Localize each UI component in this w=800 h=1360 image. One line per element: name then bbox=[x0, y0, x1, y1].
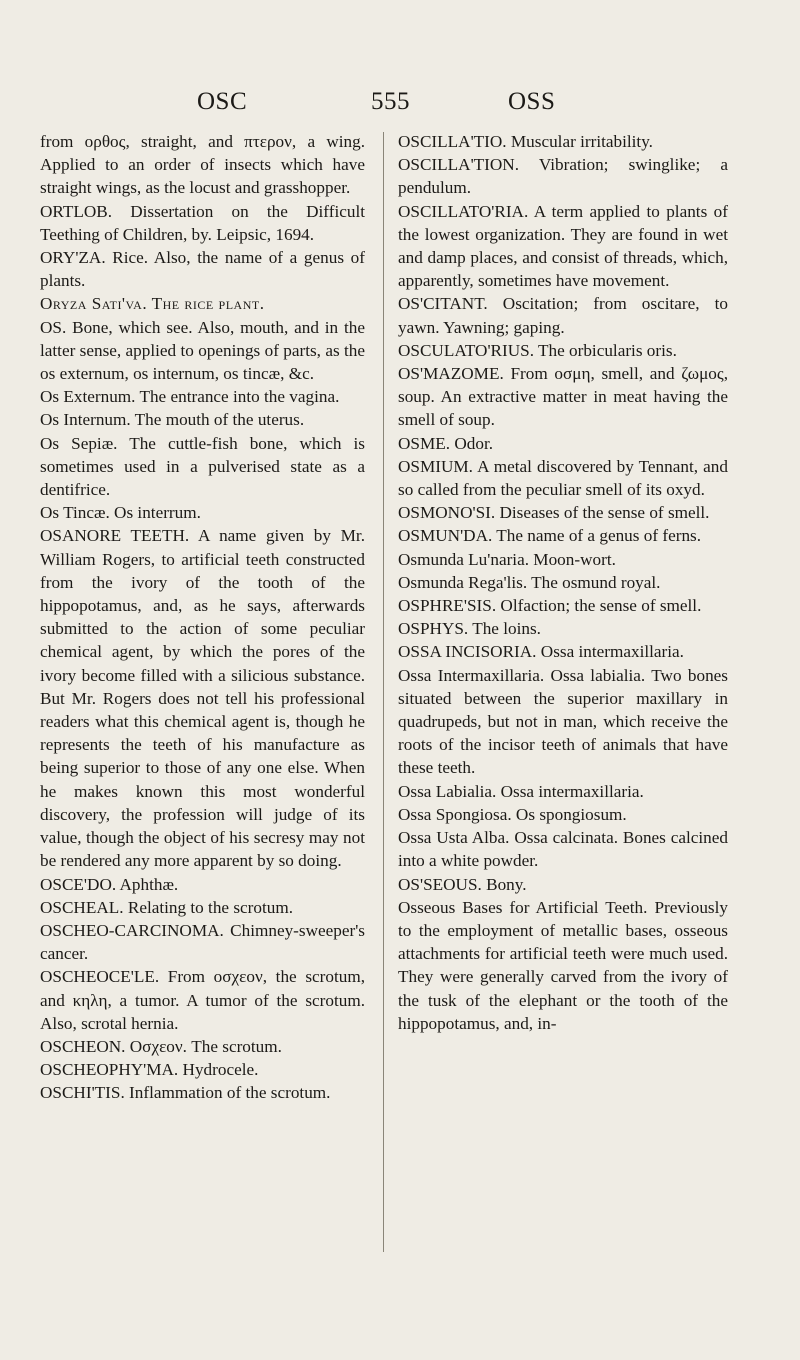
page-number: 555 bbox=[371, 88, 410, 115]
entry: OSCHI'TIS. Inflammation of the scrotum. bbox=[40, 1083, 331, 1103]
entry: OSSA INCISORIA. Ossa intermaxillaria. bbox=[398, 642, 684, 662]
entry: Osmunda Lu'naria. Moon-wort. bbox=[398, 549, 616, 569]
entry: OSCHEOCE'LE. From οσχεον, the scrotum, and κηλη, a tumor. A tumor of the scrotum. Also, scrotal hernia. bbox=[40, 967, 365, 1033]
entry: OSCILLA'TIO. Muscular irritability. bbox=[398, 132, 653, 151]
entry: Osmunda Rega'lis. The osmund royal. bbox=[398, 572, 661, 592]
entry: Os Externum. The entrance into the vagina. bbox=[40, 387, 340, 407]
entry: OSMUN'DA. The name of a genus of ferns. bbox=[398, 526, 702, 546]
entry: OSMONO'SI. Diseases of the sense of smell. bbox=[398, 503, 710, 523]
right-column bbox=[398, 130, 728, 1035]
entry: OSCHEAL. Relating to the scrotum. bbox=[40, 897, 294, 917]
entry: Ossa Usta Alba. Ossa calcinata. Bones calcined into a white powder. bbox=[398, 828, 728, 871]
entry: OSCE'DO. Aphthæ. bbox=[40, 874, 179, 894]
entry: OSPHYS. The loins. bbox=[398, 619, 541, 639]
entry: Oryza Sati'va. The rice plant. bbox=[40, 294, 265, 314]
entry: from ορθος, straight, and πτερον, a wing. Applied to an order of insects which have straight wings, as the locust and grasshopper. bbox=[40, 132, 365, 198]
entry: Ossa Labialia. Ossa intermaxillaria. bbox=[398, 781, 644, 801]
entry: ORTLOB. Dissertation on the Difficult Teething of Children, by. Leipsic, 1694. bbox=[40, 201, 365, 244]
entry: OSME. Odor. bbox=[398, 433, 494, 453]
header-left-guide: OSC bbox=[197, 88, 248, 115]
entry: OS'SEOUS. Bony. bbox=[398, 874, 527, 894]
page-header bbox=[0, 88, 800, 118]
entry: OSCHEO-CARCINOMA. Chimney-sweeper's cancer. bbox=[40, 920, 365, 964]
entry: OSCHEON. Οσχεον. The scrotum. bbox=[40, 1036, 282, 1056]
entry: OSCILLATO'RIA. A term applied to plants of the lowest organization. They are found in wet and damp places, and consist of threads, which, apparently, sometimes have movement. bbox=[398, 201, 728, 291]
column-divider bbox=[383, 132, 384, 1252]
entry: OS'CITANT. Oscitation; from oscitare, to yawn. Yawning; gaping. bbox=[398, 294, 728, 337]
entry: OSCHEOPHY'MA. Hydrocele. bbox=[40, 1060, 259, 1080]
header-right-guide: OSS bbox=[508, 88, 556, 115]
entry: OSANORE TEETH. A name given by Mr. William Rogers, to artificial teeth constructed from the ivory of the tooth of the hippopotamus, and, as he says, afterwards submitted to the action of some peculiar chemical agent, by which the pores of the ivory become filled with a silicious substance. But Mr. Rogers does not tell his professional readers what this chemical agent is, though he represents the teeth of his manufacture as being superior to those of any one else. When he makes known this most wonderful discovery, the profession will judge of its value, though the object of his secresy may not be rendered any more apparent by so doing. bbox=[40, 526, 365, 871]
entry: OS'MAZOME. From οσμη, smell, and ζωμος, soup. An extractive matter in meat having the smell of soup. bbox=[398, 364, 728, 430]
entry: OSCULATO'RIUS. The orbicularis oris. bbox=[398, 340, 677, 360]
entry: OS. Bone, which see. Also, mouth, and in the latter sense, applied to openings of parts, as the os externum, os internum, os tincæ, &c. bbox=[40, 317, 365, 384]
entry: Os Tincæ. Os interrum. bbox=[40, 503, 201, 523]
entry: Os Sepiæ. The cuttle-fish bone, which is sometimes used in a pulverised state as a dentifrice. bbox=[40, 433, 365, 500]
entry: Ossa Spongiosa. Os spongiosum. bbox=[398, 804, 627, 824]
entry: Ossa Intermaxillaria. Ossa labialia. Two bones situated between the superior maxillary in quadrupeds, but not in man, which receive the roots of the incisor teeth of animals that have these teeth. bbox=[398, 665, 728, 778]
entry: Osseous Bases for Artificial Teeth. Previously to the employment of metallic bases, osseous attachments for artificial teeth were much used. They were generally carved from the ivory of the tusk of the elephant or the tooth of the hippopotamus, and, in- bbox=[398, 897, 728, 1033]
entry: OSPHRE'SIS. Olfaction; the sense of smell. bbox=[398, 596, 702, 616]
left-column bbox=[40, 130, 365, 1105]
entry: OSCILLA'TION. Vibration; swinglike; a pendulum. bbox=[398, 155, 728, 198]
entry: OSMIUM. A metal discovered by Tennant, and so called from the peculiar smell of its oxyd. bbox=[398, 456, 728, 500]
entry: ORY'ZA. Rice. Also, the name of a genus of plants. bbox=[40, 248, 365, 291]
entry: Os Internum. The mouth of the uterus. bbox=[40, 410, 305, 430]
